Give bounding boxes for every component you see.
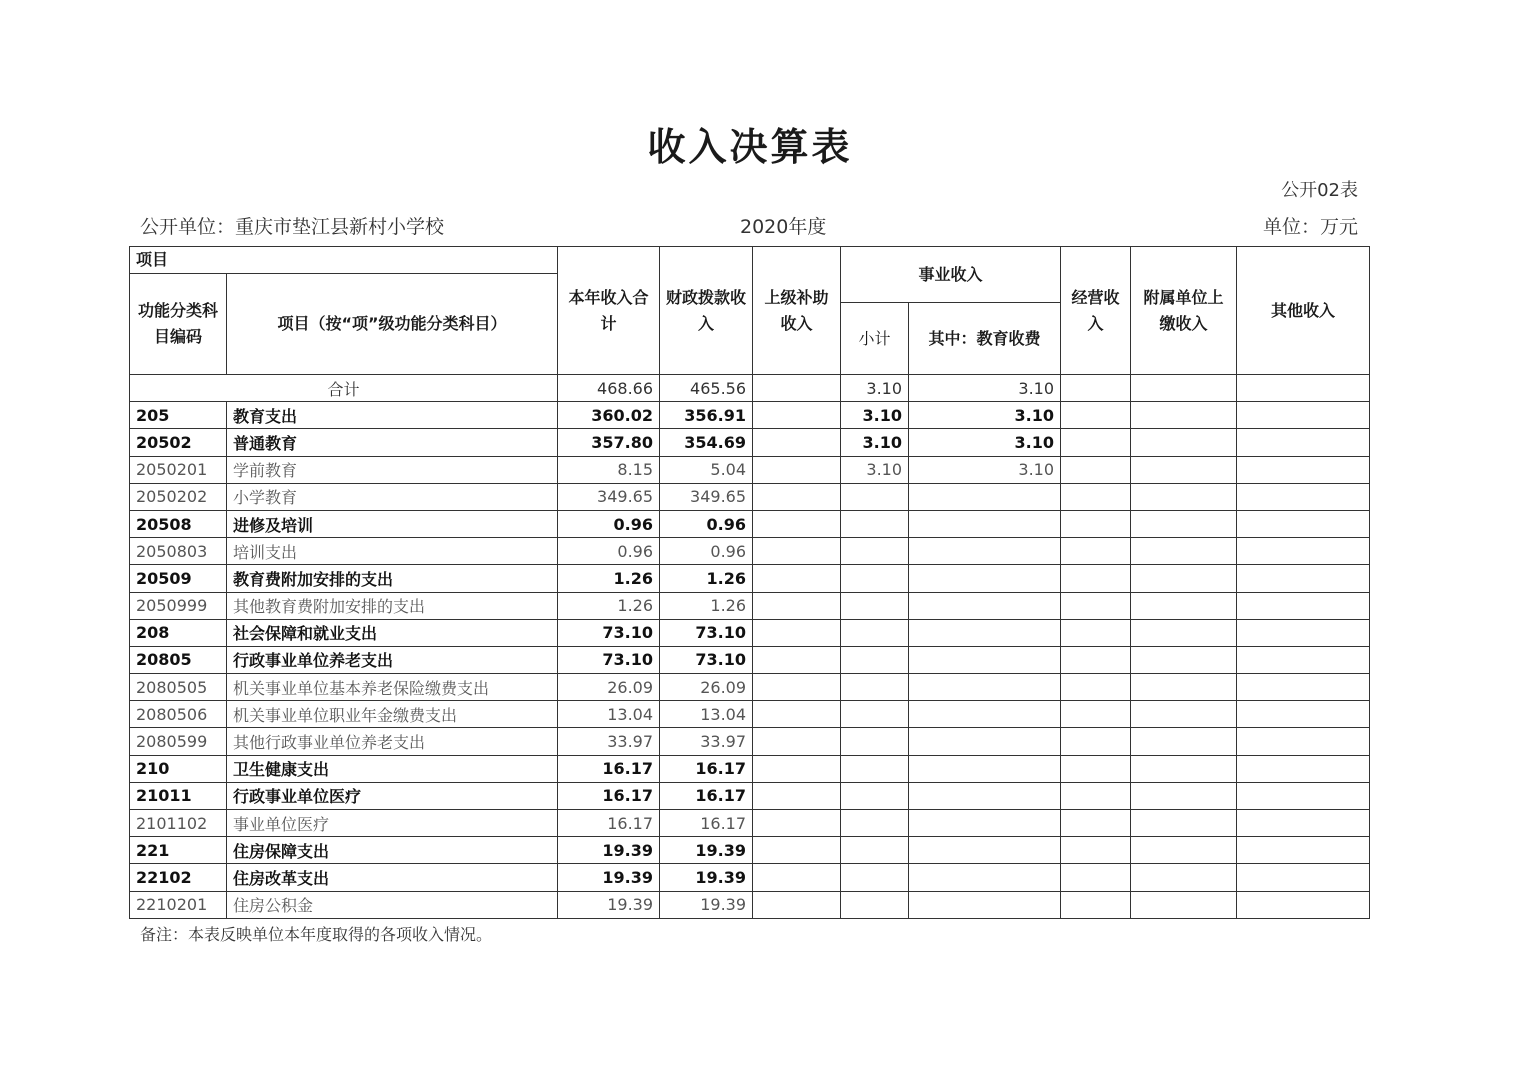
cell-edu-fee: 3.10: [909, 402, 1061, 429]
cell-other: [1237, 456, 1370, 483]
cell-subtotal: [841, 510, 909, 537]
cell-subtotal: [841, 565, 909, 592]
cell-other: [1237, 728, 1370, 755]
cell-affiliated: [1131, 565, 1237, 592]
table-row: [130, 483, 1370, 510]
cell-total: 0.96: [558, 510, 660, 537]
cell-other: [1237, 674, 1370, 701]
cell-name: 住房公积金: [227, 891, 558, 918]
cell-affiliated: [1131, 592, 1237, 619]
cell-subsidy: [753, 864, 841, 891]
cell-fiscal: 5.04: [660, 456, 753, 483]
footnote: 备注：本表反映单位本年度取得的各项收入情况。: [140, 925, 493, 944]
cell-fiscal: 26.09: [660, 674, 753, 701]
cell-other: [1237, 782, 1370, 809]
cell-code: 2080599: [130, 728, 227, 755]
cell-subsidy: [753, 701, 841, 728]
cell-subsidy: [753, 483, 841, 510]
header-item: 项目（按“项”级功能分类科目）: [227, 274, 558, 375]
cell-other: [1237, 810, 1370, 837]
cell-fiscal: 1.26: [660, 565, 753, 592]
cell-name: 小学教育: [227, 483, 558, 510]
table-row: [130, 755, 1370, 782]
cell-total: 360.02: [558, 402, 660, 429]
total-affiliated: [1131, 375, 1237, 402]
table-row: [130, 864, 1370, 891]
cell-fiscal: 19.39: [660, 837, 753, 864]
cell-name: 住房保障支出: [227, 837, 558, 864]
income-table: [129, 246, 1370, 919]
cell-name: 事业单位医疗: [227, 810, 558, 837]
cell-total: 73.10: [558, 646, 660, 673]
cell-edu-fee: 3.10: [909, 456, 1061, 483]
cell-edu-fee: [909, 891, 1061, 918]
header-project: 项目: [130, 247, 558, 274]
cell-operating: [1061, 483, 1131, 510]
cell-affiliated: [1131, 837, 1237, 864]
cell-other: [1237, 619, 1370, 646]
cell-subsidy: [753, 592, 841, 619]
header-subsidy: 上级补助收入: [753, 247, 841, 375]
cell-affiliated: [1131, 646, 1237, 673]
cell-subtotal: [841, 701, 909, 728]
cell-total: 33.97: [558, 728, 660, 755]
cell-other: [1237, 592, 1370, 619]
cell-affiliated: [1131, 782, 1237, 809]
cell-subsidy: [753, 456, 841, 483]
cell-affiliated: [1131, 674, 1237, 701]
cell-operating: [1061, 538, 1131, 565]
table-row: [130, 701, 1370, 728]
cell-edu-fee: [909, 810, 1061, 837]
cell-subsidy: [753, 755, 841, 782]
cell-subsidy: [753, 837, 841, 864]
cell-total: 19.39: [558, 864, 660, 891]
cell-other: [1237, 646, 1370, 673]
cell-edu-fee: [909, 782, 1061, 809]
table-row: [130, 782, 1370, 809]
form-number: 公开02表: [1281, 180, 1358, 201]
cell-operating: [1061, 619, 1131, 646]
cell-other: [1237, 837, 1370, 864]
cell-fiscal: 19.39: [660, 891, 753, 918]
total-subtotal: 3.10: [841, 375, 909, 402]
cell-subtotal: [841, 646, 909, 673]
money-unit: 单位：万元: [1262, 216, 1358, 238]
total-edu-fee: 3.10: [909, 375, 1061, 402]
cell-operating: [1061, 565, 1131, 592]
cell-operating: [1061, 837, 1131, 864]
header-affiliated: 附属单位上缴收入: [1131, 247, 1237, 375]
table-row: [130, 674, 1370, 701]
cell-total: 16.17: [558, 782, 660, 809]
cell-edu-fee: [909, 592, 1061, 619]
cell-name: 教育支出: [227, 402, 558, 429]
cell-fiscal: 0.96: [660, 538, 753, 565]
cell-fiscal: 354.69: [660, 429, 753, 456]
cell-other: [1237, 538, 1370, 565]
cell-subtotal: 3.10: [841, 402, 909, 429]
cell-total: 16.17: [558, 755, 660, 782]
cell-subtotal: [841, 728, 909, 755]
total-subsidy: [753, 375, 841, 402]
cell-code: 20805: [130, 646, 227, 673]
cell-code: 2050999: [130, 592, 227, 619]
cell-total: 349.65: [558, 483, 660, 510]
header-operating: 经营收入: [1061, 247, 1131, 375]
cell-name: 机关事业单位职业年金缴费支出: [227, 701, 558, 728]
cell-affiliated: [1131, 456, 1237, 483]
cell-subtotal: [841, 592, 909, 619]
total-fiscal: 465.56: [660, 375, 753, 402]
cell-code: 22102: [130, 864, 227, 891]
cell-fiscal: 0.96: [660, 510, 753, 537]
table-row: [130, 619, 1370, 646]
cell-operating: [1061, 402, 1131, 429]
cell-edu-fee: [909, 483, 1061, 510]
cell-code: 2101102: [130, 810, 227, 837]
cell-subsidy: [753, 810, 841, 837]
cell-fiscal: 33.97: [660, 728, 753, 755]
cell-affiliated: [1131, 891, 1237, 918]
cell-name: 行政事业单位医疗: [227, 782, 558, 809]
cell-fiscal: 16.17: [660, 782, 753, 809]
cell-edu-fee: [909, 701, 1061, 728]
cell-name: 机关事业单位基本养老保险缴费支出: [227, 674, 558, 701]
cell-subtotal: [841, 810, 909, 837]
cell-subsidy: [753, 510, 841, 537]
table-row: [130, 810, 1370, 837]
cell-code: 208: [130, 619, 227, 646]
table-row: [130, 538, 1370, 565]
cell-code: 20509: [130, 565, 227, 592]
table-row: [130, 646, 1370, 673]
cell-edu-fee: [909, 837, 1061, 864]
cell-total: 0.96: [558, 538, 660, 565]
fiscal-year: 2020年度: [740, 216, 827, 238]
cell-other: [1237, 402, 1370, 429]
cell-code: 20508: [130, 510, 227, 537]
cell-operating: [1061, 701, 1131, 728]
header-subtotal: 小计: [841, 303, 909, 375]
cell-subtotal: 3.10: [841, 429, 909, 456]
cell-affiliated: [1131, 619, 1237, 646]
cell-total: 19.39: [558, 891, 660, 918]
header-fiscal: 财政拨款收入: [660, 247, 753, 375]
cell-name: 学前教育: [227, 456, 558, 483]
cell-operating: [1061, 755, 1131, 782]
total-row: [130, 375, 1370, 402]
table-row: [130, 429, 1370, 456]
total-label: 合计: [130, 375, 558, 402]
reporting-unit: 公开单位：重庆市垫江县新村小学校: [140, 216, 445, 238]
cell-fiscal: 19.39: [660, 864, 753, 891]
cell-total: 357.80: [558, 429, 660, 456]
cell-edu-fee: [909, 864, 1061, 891]
cell-operating: [1061, 864, 1131, 891]
cell-other: [1237, 891, 1370, 918]
cell-operating: [1061, 510, 1131, 537]
cell-name: 卫生健康支出: [227, 755, 558, 782]
cell-total: 16.17: [558, 810, 660, 837]
cell-operating: [1061, 728, 1131, 755]
table-row: [130, 837, 1370, 864]
cell-other: [1237, 565, 1370, 592]
cell-affiliated: [1131, 810, 1237, 837]
cell-name: 培训支出: [227, 538, 558, 565]
cell-other: [1237, 701, 1370, 728]
cell-edu-fee: [909, 565, 1061, 592]
cell-name: 其他教育费附加安排的支出: [227, 592, 558, 619]
cell-subtotal: [841, 619, 909, 646]
cell-affiliated: [1131, 755, 1237, 782]
cell-subsidy: [753, 565, 841, 592]
cell-code: 2080506: [130, 701, 227, 728]
cell-name: 其他行政事业单位养老支出: [227, 728, 558, 755]
cell-subtotal: [841, 755, 909, 782]
cell-code: 205: [130, 402, 227, 429]
table-row: [130, 592, 1370, 619]
cell-subtotal: [841, 891, 909, 918]
table-row: [130, 565, 1370, 592]
cell-fiscal: 16.17: [660, 810, 753, 837]
cell-fiscal: 356.91: [660, 402, 753, 429]
cell-subtotal: [841, 483, 909, 510]
cell-subtotal: [841, 864, 909, 891]
cell-operating: [1061, 891, 1131, 918]
cell-total: 26.09: [558, 674, 660, 701]
cell-affiliated: [1131, 538, 1237, 565]
cell-fiscal: 73.10: [660, 619, 753, 646]
cell-subsidy: [753, 646, 841, 673]
cell-total: 73.10: [558, 619, 660, 646]
table-row: [130, 891, 1370, 918]
table-row: [130, 456, 1370, 483]
cell-code: 2050201: [130, 456, 227, 483]
cell-subtotal: [841, 837, 909, 864]
page-title: 收入决算表: [647, 124, 853, 169]
cell-other: [1237, 483, 1370, 510]
cell-edu-fee: [909, 646, 1061, 673]
total-other: [1237, 375, 1370, 402]
cell-affiliated: [1131, 510, 1237, 537]
cell-fiscal: 73.10: [660, 646, 753, 673]
cell-fiscal: 349.65: [660, 483, 753, 510]
cell-operating: [1061, 782, 1131, 809]
cell-subtotal: [841, 538, 909, 565]
cell-edu-fee: [909, 728, 1061, 755]
cell-total: 1.26: [558, 565, 660, 592]
cell-edu-fee: [909, 674, 1061, 701]
cell-edu-fee: [909, 510, 1061, 537]
total-operating: [1061, 375, 1131, 402]
cell-fiscal: 1.26: [660, 592, 753, 619]
cell-fiscal: 13.04: [660, 701, 753, 728]
cell-subsidy: [753, 429, 841, 456]
cell-edu-fee: [909, 538, 1061, 565]
cell-subtotal: 3.10: [841, 456, 909, 483]
cell-name: 教育费附加安排的支出: [227, 565, 558, 592]
header-business: 事业收入: [841, 247, 1061, 303]
cell-name: 进修及培训: [227, 510, 558, 537]
header-other: 其他收入: [1237, 247, 1370, 375]
cell-total: 1.26: [558, 592, 660, 619]
table-row: [130, 402, 1370, 429]
cell-other: [1237, 429, 1370, 456]
cell-other: [1237, 864, 1370, 891]
cell-other: [1237, 755, 1370, 782]
cell-total: 19.39: [558, 837, 660, 864]
cell-other: [1237, 510, 1370, 537]
cell-affiliated: [1131, 701, 1237, 728]
cell-code: 2050803: [130, 538, 227, 565]
cell-subsidy: [753, 619, 841, 646]
cell-affiliated: [1131, 864, 1237, 891]
cell-edu-fee: 3.10: [909, 429, 1061, 456]
cell-operating: [1061, 592, 1131, 619]
cell-code: 21011: [130, 782, 227, 809]
cell-total: 13.04: [558, 701, 660, 728]
cell-subtotal: [841, 782, 909, 809]
cell-name: 社会保障和就业支出: [227, 619, 558, 646]
cell-code: 2050202: [130, 483, 227, 510]
cell-code: 221: [130, 837, 227, 864]
cell-code: 2080505: [130, 674, 227, 701]
cell-operating: [1061, 810, 1131, 837]
cell-subsidy: [753, 538, 841, 565]
cell-subsidy: [753, 402, 841, 429]
cell-affiliated: [1131, 429, 1237, 456]
cell-operating: [1061, 646, 1131, 673]
table-row: [130, 510, 1370, 537]
cell-operating: [1061, 429, 1131, 456]
cell-code: 210: [130, 755, 227, 782]
cell-fiscal: 16.17: [660, 755, 753, 782]
header-code: 功能分类科目编码: [130, 274, 227, 375]
cell-subtotal: [841, 674, 909, 701]
cell-affiliated: [1131, 728, 1237, 755]
cell-name: 行政事业单位养老支出: [227, 646, 558, 673]
cell-affiliated: [1131, 483, 1237, 510]
table-row: [130, 728, 1370, 755]
cell-subsidy: [753, 891, 841, 918]
cell-total: 8.15: [558, 456, 660, 483]
total-income: 468.66: [558, 375, 660, 402]
cell-edu-fee: [909, 755, 1061, 782]
cell-name: 住房改革支出: [227, 864, 558, 891]
cell-edu-fee: [909, 619, 1061, 646]
cell-operating: [1061, 674, 1131, 701]
cell-subsidy: [753, 782, 841, 809]
cell-name: 普通教育: [227, 429, 558, 456]
cell-operating: [1061, 456, 1131, 483]
header-edu-fee: 其中：教育收费: [909, 303, 1061, 375]
cell-code: 2210201: [130, 891, 227, 918]
header-total: 本年收入合计: [558, 247, 660, 375]
cell-subsidy: [753, 674, 841, 701]
cell-subsidy: [753, 728, 841, 755]
cell-affiliated: [1131, 402, 1237, 429]
cell-code: 20502: [130, 429, 227, 456]
